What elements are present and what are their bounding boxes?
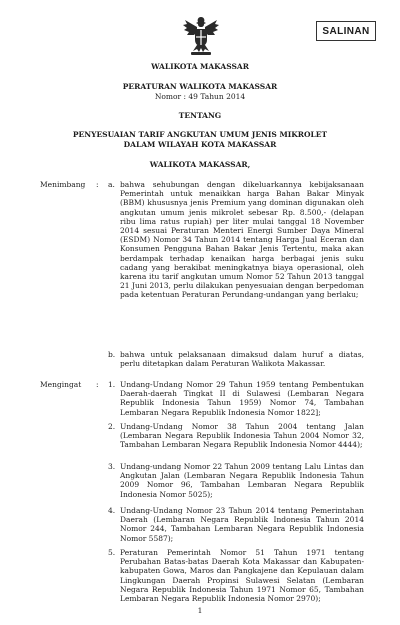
mengingat-item-1: Undang-Undang Nomor 29 Tahun 1959 tentang Pembentukan Daerah-daerah Tingkat II di Sulawesi (Lembaran Negara Republik Indonesia Tahun 1959) Nomor 74, Tambahan Lembaran Negara Republik Indonesia Nomor 1822]; [120, 380, 364, 417]
mengingat-item-5-marker: 5. [108, 548, 116, 557]
about-heading: TENTANG [178, 111, 222, 120]
mengingat-label: Mengingat [40, 380, 82, 389]
mengingat-item-4-marker: 4. [108, 506, 116, 515]
subject-line-1: PENYESUAIAN TARIF ANGKUTAN UMUM JENIS MIKROLET [72, 130, 328, 139]
regulation-title: PERATURAN WALIKOTA MAKASSAR [122, 82, 278, 91]
garuda-emblem-icon [181, 14, 221, 56]
subject-line-2: DALAM WILAYAH KOTA MAKASSAR [123, 140, 277, 149]
menimbang-colon: : [96, 180, 99, 189]
mengingat-item-4: Undang-Undang Nomor 23 Tahun 2014 tentang Pemerintahan Daerah (Lembaran Negara Republik Indonesia Tahun 2014 Nomor 244, Tambahan Lembaran Negara Republik Indonesia Nomor 5587); [120, 506, 364, 543]
regulation-number: Nomor : 49 Tahun 2014 [154, 92, 246, 101]
mengingat-item-2-marker: 2. [108, 422, 116, 431]
mengingat-item-3-marker: 3. [108, 462, 116, 471]
mengingat-item-1-marker: 1. [108, 380, 116, 389]
menimbang-item-b: bahwa untuk pelaksanaan dimaksud dalam huruf a diatas, perlu ditetapkan dalam Peraturan Walikota Makassar. [120, 350, 364, 369]
mengingat-item-3: Undang-undang Nomor 22 Tahun 2009 tentang Lalu Lintas dan Angkutan Jalan (Lembaran Negara Republik Indonesia Tahun 2009 Nomor 96, Tambahan Lembaran Negara Republik Indonesia Nomor 5025); [120, 462, 364, 499]
menimbang-label: Menimbang [40, 180, 86, 189]
mengingat-item-2: Undang-Undang Nomor 38 Tahun 2004 tentang Jalan (Lembaran Negara Republik Indonesia Tahun 2004 Nomor 32, Tambahan Lembaran Negara Republik Indonesia Nomor 4444); [120, 422, 364, 450]
salinan-stamp: SALINAN [316, 21, 376, 41]
menimbang-item-b-marker: b. [108, 350, 116, 359]
mengingat-colon: : [96, 380, 99, 389]
menimbang-item-a-marker: a. [108, 180, 115, 189]
mengingat-item-5: Peraturan Pemerintah Nomor 51 Tahun 1971 tentang Perubahan Batas-batas Daerah Kota Makassar dan Kabupaten-kabupaten Gowa, Maros dan Pangkajene dan Kepulauan dalam Lingkungan Daerah Propinsi Sulawesi Selatan (Lembaran Negara Republik Indonesia Tahun 1971 Nomor 65, Tambahan Lembaran Negara Republik Indonesia Nomor 2970); [120, 548, 364, 604]
menimbang-item-a: bahwa sehubungan dengan dikeluarkannya kebijaksanaan Pemerintah untuk menaikkan harga Bahan Bakar Minyak (BBM) khususnya jenis Premium yang dominan digunakan oleh angkutan umum jenis mikrolet sebesar Rp. 8.500,- (delapan ribu lima ratus rupiah) per liter mulai tanggal 18 November 2014 sesuai Peraturan Menteri Energi Sumber Daya Mineral (ESDM) Nomor 34 Tahun 2014 tentang Harga Jual Eceran dan Konsumen Pengguna Bahan Bakar Jenis Tertentu, maka akan berdampak terhadap kenaikan harga berbagai jenis suku cadang yang berakibat meningkatnya biaya operasional, oleh karena itu tarif angkutan umum Nomor 52 Tahun 2013 tanggal 21 Juni 2013, perlu dilakukan penyesuaian dengan berpedoman pada ketentuan Peraturan Perundang-undangan yang berlaku; [120, 180, 364, 300]
issuer-heading: WALIKOTA MAKASSAR [151, 62, 249, 71]
enacting-heading: WALIKOTA MAKASSAR, [149, 160, 251, 169]
page-number: 1 [197, 606, 203, 615]
